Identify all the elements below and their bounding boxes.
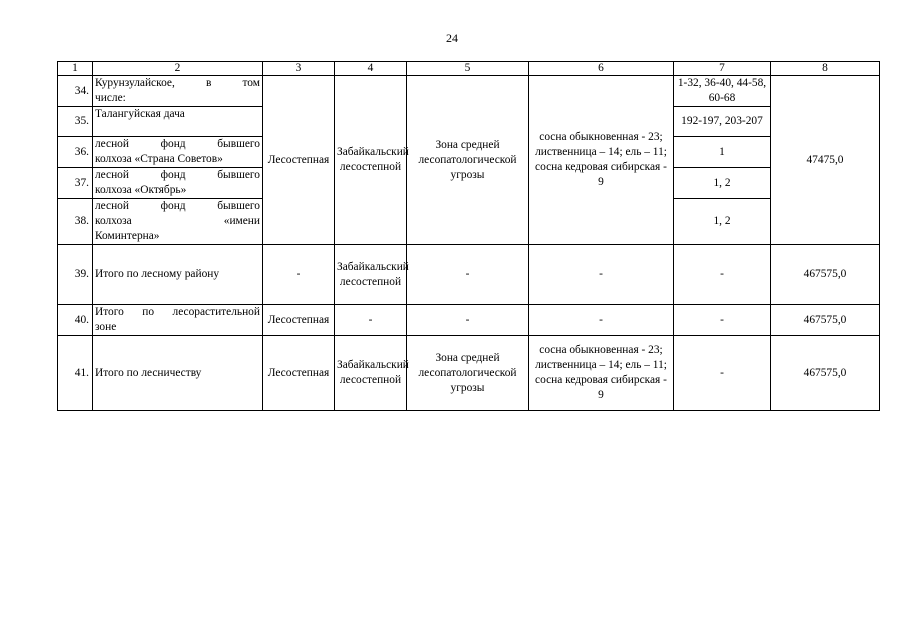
area-cell: 467575,0 bbox=[771, 245, 880, 305]
row-name-word: «имени bbox=[223, 215, 260, 227]
row-number: 37. bbox=[58, 168, 93, 199]
area-cell: 467575,0 bbox=[771, 305, 880, 336]
header-cell: 2 bbox=[93, 62, 263, 76]
forest-region-cell: Забайкальский лесостепной bbox=[335, 336, 407, 411]
row-name-line: колхоза «Страна Советов» bbox=[95, 153, 223, 165]
species-cell: - bbox=[529, 245, 674, 305]
pathology-zone-cell: - bbox=[407, 245, 529, 305]
page-number: 24 bbox=[446, 31, 458, 45]
quarters-cell: 1 bbox=[674, 137, 771, 168]
row-name-word: фонд bbox=[160, 138, 186, 150]
row-name-line: зоне bbox=[95, 321, 117, 333]
quarters-cell: - bbox=[674, 305, 771, 336]
row-number: 41. bbox=[58, 336, 93, 411]
header-cell: 3 bbox=[263, 62, 335, 76]
table-row bbox=[58, 305, 880, 336]
row-name-word: бывшего bbox=[217, 169, 260, 181]
row-name-word: колхоза bbox=[95, 215, 132, 227]
row-name-word: в bbox=[205, 77, 212, 89]
row-name-word: лесорастительной bbox=[172, 306, 260, 318]
quarters-cell: - bbox=[674, 336, 771, 411]
header-cell: 5 bbox=[407, 62, 529, 76]
table-row bbox=[58, 245, 880, 305]
forest-region-cell: Забайкальский лесостепной bbox=[335, 245, 407, 305]
quarters-cell: 192-197, 203-207 bbox=[674, 107, 771, 137]
pathology-zone-cell: Зона средней лесопатологической угрозы bbox=[407, 76, 529, 245]
species-cell: сосна обыкновенная - 23; лиственница – 14; ель – 11; сосна кедровая сибирская - 9 bbox=[529, 76, 674, 245]
row-name: Талангуйская дача bbox=[93, 107, 263, 137]
header-cell: 6 bbox=[529, 62, 674, 76]
species-cell: сосна обыкновенная - 23; лиственница – 14; ель – 11; сосна кедровая сибирская - 9 bbox=[529, 336, 674, 411]
table-row bbox=[58, 336, 880, 411]
header-row bbox=[58, 62, 880, 76]
row-name bbox=[93, 168, 263, 199]
row-name-word: фонд bbox=[160, 169, 186, 181]
header-cell: 7 bbox=[674, 62, 771, 76]
row-name-word: по bbox=[142, 306, 155, 318]
area-cell: 467575,0 bbox=[771, 336, 880, 411]
header-cell: 4 bbox=[335, 62, 407, 76]
row-name-word: лесной bbox=[95, 138, 129, 150]
row-name: Итого по лесному району bbox=[93, 245, 263, 305]
quarters-cell: 1, 2 bbox=[674, 199, 771, 245]
row-number: 38. bbox=[58, 199, 93, 245]
quarters-cell: 1, 2 bbox=[674, 168, 771, 199]
vegetation-zone-cell: Лесостепная bbox=[263, 336, 335, 411]
table-row bbox=[58, 76, 880, 107]
species-cell: - bbox=[529, 305, 674, 336]
row-number: 35. bbox=[58, 107, 93, 137]
pathology-zone-cell: Зона средней лесопатологической угрозы bbox=[407, 336, 529, 411]
row-number: 40. bbox=[58, 305, 93, 336]
row-name-word: фонд bbox=[160, 200, 186, 212]
header-cell: 1 bbox=[58, 62, 93, 76]
row-name-word: Итого bbox=[95, 306, 124, 318]
pathology-zone-cell: - bbox=[407, 305, 529, 336]
row-name-word: лесной bbox=[95, 169, 129, 181]
row-name-word: Курунзулайское, bbox=[95, 77, 175, 89]
row-name-word: том bbox=[242, 77, 260, 89]
row-name-line: колхоза «Октябрь» bbox=[95, 184, 187, 196]
forest-region-cell: Забайкальский лесостепной bbox=[335, 76, 407, 245]
row-name-word: бывшего bbox=[217, 200, 260, 212]
row-name-line: Коминтерна» bbox=[95, 230, 160, 242]
forest-region-cell: - bbox=[335, 305, 407, 336]
vegetation-zone-cell: Лесостепная bbox=[263, 76, 335, 245]
row-number: 39. bbox=[58, 245, 93, 305]
row-name bbox=[93, 305, 263, 336]
forestry-table bbox=[57, 61, 880, 411]
row-number: 34. bbox=[58, 76, 93, 107]
quarters-cell: - bbox=[674, 245, 771, 305]
row-number: 36. bbox=[58, 137, 93, 168]
row-name: Итого по лесничеству bbox=[93, 336, 263, 411]
header-cell: 8 bbox=[771, 62, 880, 76]
area-cell: 47475,0 bbox=[771, 76, 880, 245]
row-name bbox=[93, 137, 263, 168]
row-name-line: числе: bbox=[95, 92, 126, 104]
vegetation-zone-cell: Лесостепная bbox=[263, 305, 335, 336]
quarters-cell: 1-32, 36-40, 44-58, 60-68 bbox=[674, 76, 771, 107]
row-name-word: бывшего bbox=[217, 138, 260, 150]
row-name bbox=[93, 199, 263, 245]
vegetation-zone-cell: - bbox=[263, 245, 335, 305]
row-name-word: лесной bbox=[95, 200, 129, 212]
row-name bbox=[93, 76, 263, 107]
